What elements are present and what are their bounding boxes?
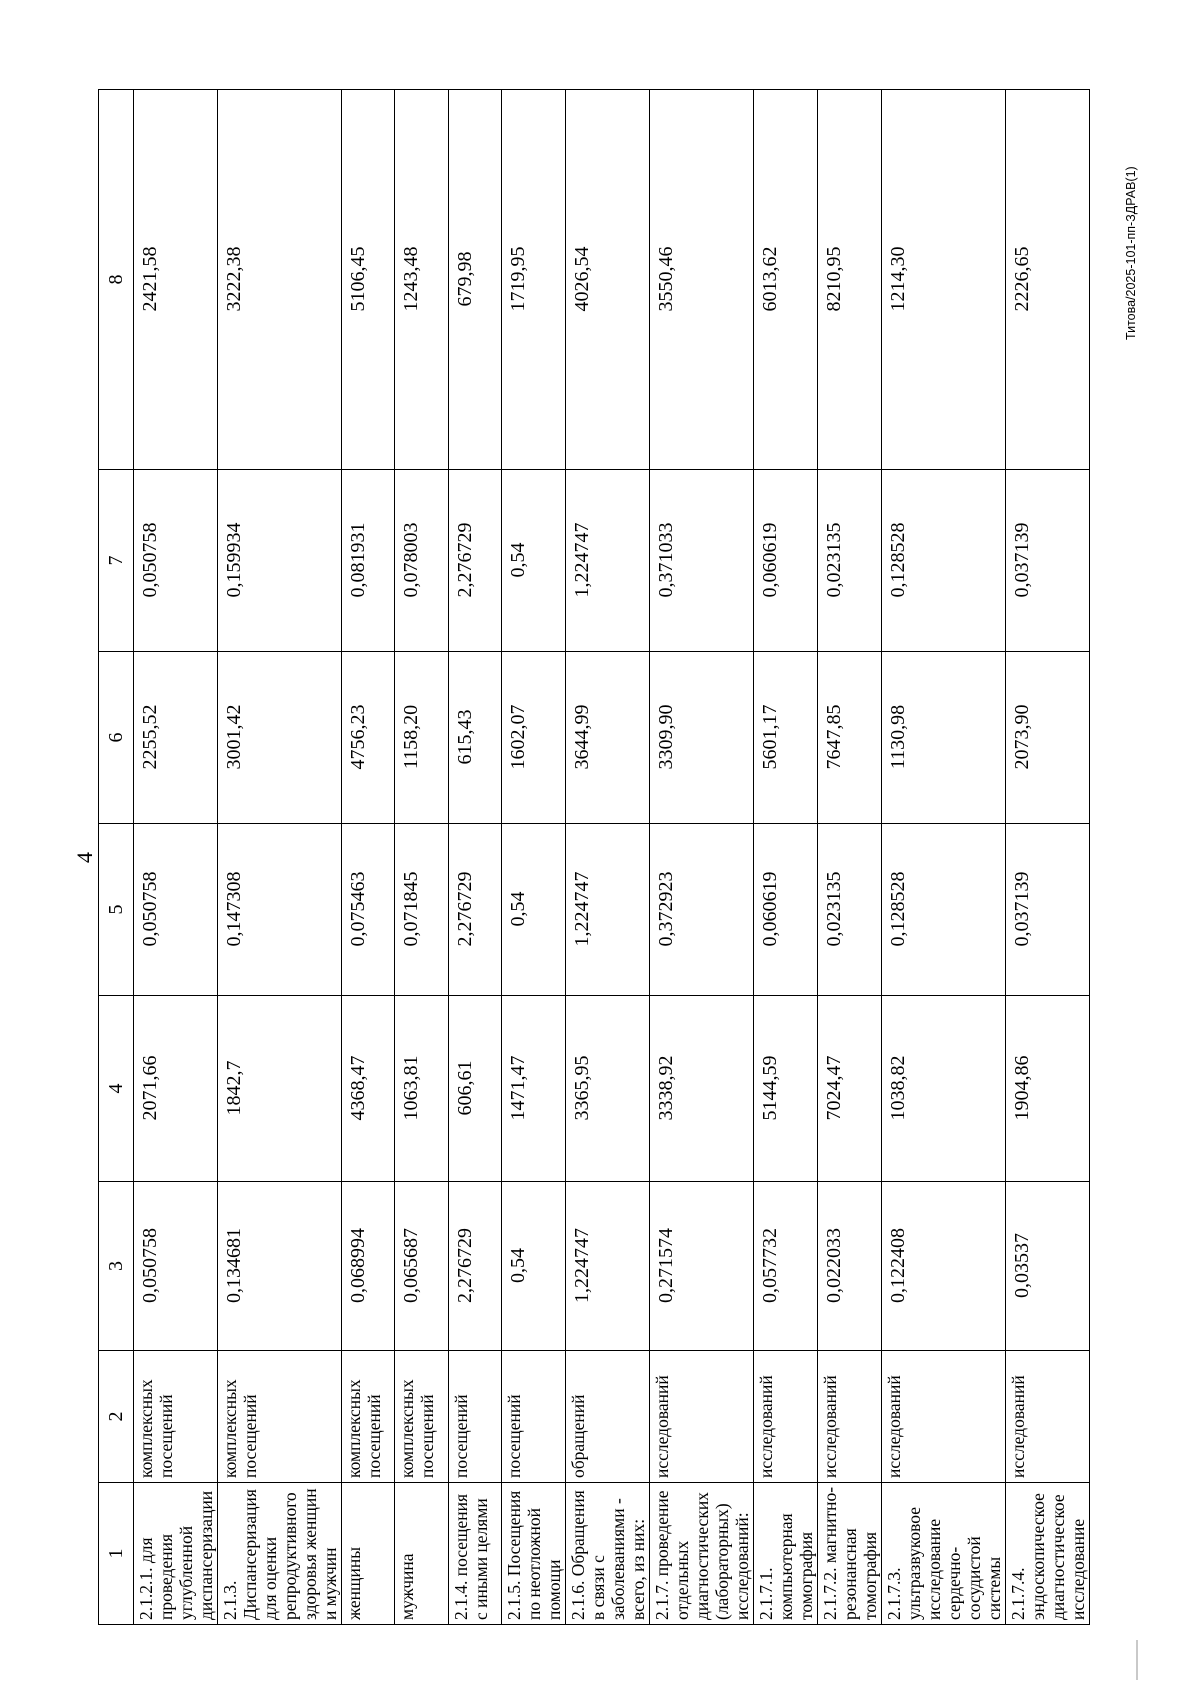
cell-c6: 615,43 [449, 652, 502, 824]
column-header: 1 [99, 1483, 134, 1625]
cell-c7: 0,371033 [650, 470, 754, 652]
cell-c5: 0,147308 [218, 824, 342, 996]
table-row [502, 90, 566, 1625]
cell-c8: 2226,65 [1006, 90, 1090, 470]
cell-c6: 4756,23 [342, 652, 395, 824]
cell-c1: мужчина [395, 1483, 449, 1625]
column-header: 2 [99, 1351, 134, 1483]
cell-c8: 1214,30 [882, 90, 1006, 470]
cell-c8: 8210,95 [818, 90, 882, 470]
cell-c4: 1063,81 [395, 996, 449, 1182]
cell-c8: 1719,95 [502, 90, 566, 470]
cell-c2: исследований [1006, 1351, 1090, 1483]
cell-c7: 0,081931 [342, 470, 395, 652]
cell-c2: комплексных посещений [342, 1351, 395, 1483]
cell-c4: 1904,86 [1006, 996, 1090, 1182]
cell-c8: 2421,58 [134, 90, 218, 470]
cell-c3: 1,224747 [566, 1182, 650, 1351]
cell-c1: 2.1.7.4. эндоскопическое диагностическое исследование [1006, 1483, 1090, 1625]
cell-c3: 0,068994 [342, 1182, 395, 1351]
cell-c4: 4368,47 [342, 996, 395, 1182]
cell-c8: 679,98 [449, 90, 502, 470]
table-row [818, 90, 882, 1625]
cell-c2: посещений [449, 1351, 502, 1483]
column-header: 5 [99, 824, 134, 996]
table-row [134, 90, 218, 1625]
cell-c5: 2,276729 [449, 824, 502, 996]
cell-c3: 0,134681 [218, 1182, 342, 1351]
cell-c1: 2.1.7.3. ультразвуковое исследование сердечно-сосудистой системы [882, 1483, 1006, 1625]
table-row [342, 90, 395, 1625]
cell-c2: комплексных посещений [395, 1351, 449, 1483]
cell-c1: 2.1.3. Диспансеризация для оценки репродуктивного здоровья женщин и мужчин [218, 1483, 342, 1625]
table-row [882, 90, 1006, 1625]
cell-c1: женщины [342, 1483, 395, 1625]
cell-c4: 7024,47 [818, 996, 882, 1182]
table-row [566, 90, 650, 1625]
cell-c3: 0,03537 [1006, 1182, 1090, 1351]
cell-c4: 5144,59 [754, 996, 818, 1182]
cell-c5: 0,075463 [342, 824, 395, 996]
cell-c1: 2.1.7.2. магнитно-резонансная томография [818, 1483, 882, 1625]
cell-c2: исследований [650, 1351, 754, 1483]
column-header: 7 [99, 470, 134, 652]
cell-c4: 2071,66 [134, 996, 218, 1182]
tariff-table [98, 89, 1090, 1625]
cell-c2: комплексных посещений [218, 1351, 342, 1483]
column-header: 4 [99, 996, 134, 1182]
cell-c5: 0,023135 [818, 824, 882, 996]
cell-c5: 0,050758 [134, 824, 218, 996]
cell-c6: 2255,52 [134, 652, 218, 824]
cell-c3: 0,122408 [882, 1182, 1006, 1351]
cell-c7: 0,060619 [754, 470, 818, 652]
cell-c1: 2.1.2.1. для проведения углубленной диспансеризации [134, 1483, 218, 1625]
cell-c5: 0,54 [502, 824, 566, 996]
cell-c7: 0,037139 [1006, 470, 1090, 652]
column-header: 3 [99, 1182, 134, 1351]
cell-c2: комплексных посещений [134, 1351, 218, 1483]
cell-c6: 1602,07 [502, 652, 566, 824]
footer-code: Титова/2025-101-пп-ЗДРАВ(1) [1124, 166, 1138, 340]
cell-c2: посещений [502, 1351, 566, 1483]
cell-c5: 0,372923 [650, 824, 754, 996]
header-row [99, 90, 134, 1625]
table-row [218, 90, 342, 1625]
table-row [449, 90, 502, 1625]
cell-c7: 2,276729 [449, 470, 502, 652]
cell-c7: 0,023135 [818, 470, 882, 652]
cell-c6: 2073,90 [1006, 652, 1090, 824]
cell-c6: 1158,20 [395, 652, 449, 824]
cell-c4: 3365,95 [566, 996, 650, 1182]
cell-c4: 3338,92 [650, 996, 754, 1182]
cell-c6: 3309,90 [650, 652, 754, 824]
cell-c6: 1130,98 [882, 652, 1006, 824]
page-number: 4 [72, 852, 97, 863]
table-row [754, 90, 818, 1625]
cell-c5: 0,060619 [754, 824, 818, 996]
table-row [395, 90, 449, 1625]
cell-c4: 1471,47 [502, 996, 566, 1182]
cell-c2: исследований [882, 1351, 1006, 1483]
cell-c4: 1842,7 [218, 996, 342, 1182]
cell-c6: 7647,85 [818, 652, 882, 824]
cell-c8: 3550,46 [650, 90, 754, 470]
cell-c6: 5601,17 [754, 652, 818, 824]
cell-c5: 0,128528 [882, 824, 1006, 996]
cell-c1: 2.1.5. Посещения по неотложной помощи [502, 1483, 566, 1625]
cell-c1: 2.1.7.1. компьютерная томография [754, 1483, 818, 1625]
cell-c3: 2,276729 [449, 1182, 502, 1351]
cell-c3: 0,065687 [395, 1182, 449, 1351]
cell-c3: 0,271574 [650, 1182, 754, 1351]
cell-c2: исследований [754, 1351, 818, 1483]
cell-c8: 1243,48 [395, 90, 449, 470]
column-header: 6 [99, 652, 134, 824]
cell-c8: 6013,62 [754, 90, 818, 470]
cell-c5: 1,224747 [566, 824, 650, 996]
cell-c7: 0,54 [502, 470, 566, 652]
cell-c8: 3222,38 [218, 90, 342, 470]
cell-c3: 0,057732 [754, 1182, 818, 1351]
scan-artifact [1136, 1640, 1138, 1680]
cell-c3: 0,54 [502, 1182, 566, 1351]
cell-c2: исследований [818, 1351, 882, 1483]
cell-c4: 1038,82 [882, 996, 1006, 1182]
cell-c3: 0,022033 [818, 1182, 882, 1351]
table-row [1006, 90, 1090, 1625]
cell-c1: 2.1.7. проведение отдельных диагностических (лабораторных) исследований: [650, 1483, 754, 1625]
cell-c4: 606,61 [449, 996, 502, 1182]
column-header: 8 [99, 90, 134, 470]
cell-c1: 2.1.6. Обращения в связи с заболеваниями - всего, из них: [566, 1483, 650, 1625]
cell-c8: 4026,54 [566, 90, 650, 470]
cell-c7: 0,159934 [218, 470, 342, 652]
cell-c7: 0,050758 [134, 470, 218, 652]
table-row [650, 90, 754, 1625]
cell-c6: 3644,99 [566, 652, 650, 824]
cell-c3: 0,050758 [134, 1182, 218, 1351]
cell-c7: 0,078003 [395, 470, 449, 652]
cell-c5: 0,037139 [1006, 824, 1090, 996]
cell-c8: 5106,45 [342, 90, 395, 470]
rotated-page [72, 90, 1088, 1625]
cell-c7: 0,128528 [882, 470, 1006, 652]
cell-c6: 3001,42 [218, 652, 342, 824]
cell-c5: 0,071845 [395, 824, 449, 996]
cell-c7: 1,224747 [566, 470, 650, 652]
cell-c1: 2.1.4. посещения с иными целями [449, 1483, 502, 1625]
cell-c2: обращений [566, 1351, 650, 1483]
